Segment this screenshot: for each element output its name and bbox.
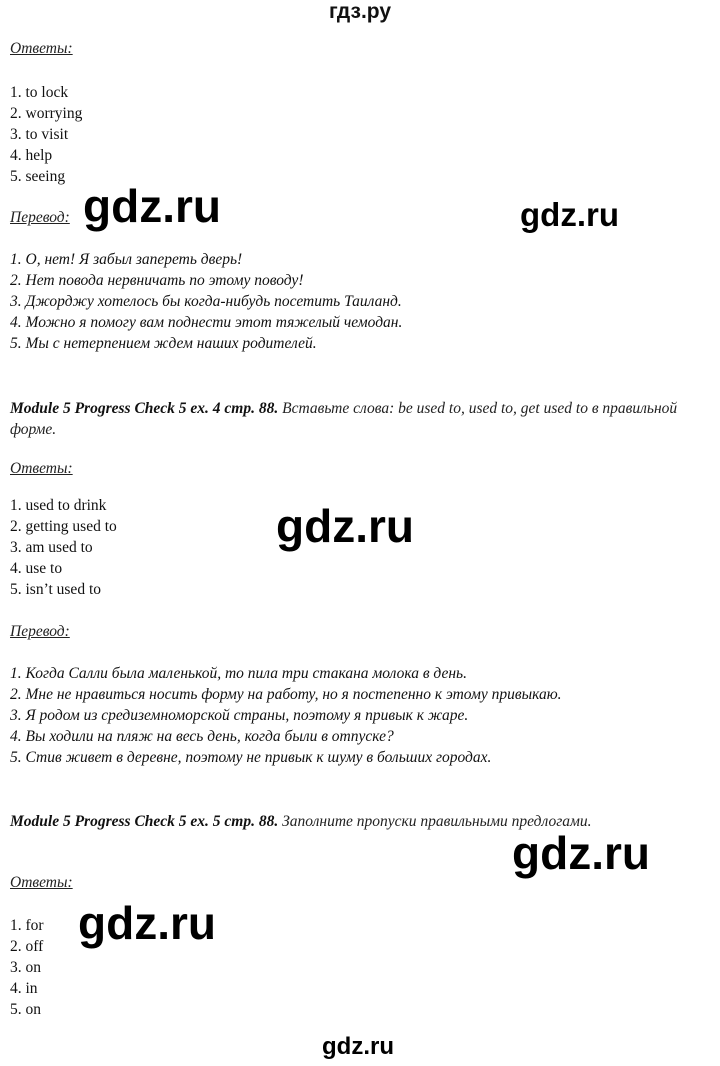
task-title: Module 5 Progress Check 5 ex. 5 стр. 88. (10, 813, 279, 830)
list-item: 4. help (10, 147, 53, 164)
list-item: 3. am used to (10, 539, 93, 556)
list-item: 2. off (10, 938, 44, 955)
list-item: 1. used to drink (10, 497, 107, 514)
answers-list-3 (10, 915, 44, 1020)
answers-list-2 (10, 495, 117, 600)
task-heading-2 (10, 398, 705, 440)
watermark: gdz.ru (78, 897, 216, 949)
list-item: 2. Мне не нравиться носить форму на работу, но я постепенно к этому привыкаю. (10, 686, 562, 703)
list-item: 5. isn’t used to (10, 581, 101, 598)
watermark: gdz.ru (512, 827, 650, 879)
answers-label-2: Ответы: (10, 460, 73, 477)
list-item: 1. О, нет! Я забыл запереть дверь! (10, 251, 243, 268)
list-item: 3. Джорджу хотелось бы когда-нибудь посетить Таиланд. (10, 293, 402, 310)
answers-label-3: Ответы: (10, 874, 73, 891)
list-item: 5. on (10, 1001, 41, 1018)
list-item: 2. getting used to (10, 518, 117, 535)
list-item: 4. Вы ходили на пляж на весь день, когда были в отпуске? (10, 728, 394, 745)
translation-list-1 (10, 249, 402, 354)
answers-label-1: Ответы: (10, 40, 73, 57)
watermark: gdz.ru (83, 180, 221, 232)
site-header[interactable]: гдз.ру (328, 0, 392, 23)
list-item: 3. Я родом из средиземноморской страны, поэтому я привык к жаре. (10, 707, 469, 724)
list-item: 4. Можно я помогу вам поднести этот тяжелый чемодан. (10, 314, 403, 331)
watermark: gdz.ru (322, 1033, 394, 1060)
task-title: Module 5 Progress Check 5 ex. 4 стр. 88. (10, 400, 279, 417)
list-item: 1. to lock (10, 84, 69, 101)
answers-list-1 (10, 82, 82, 187)
task-instruction: Заполните пропуски правильными предлогами. (278, 813, 592, 830)
translation-list-2 (10, 663, 562, 768)
list-item: 5. Мы с нетерпением ждем наших родителей. (10, 335, 317, 352)
translation-label-1: Перевод: (10, 209, 70, 226)
list-item: 5. seeing (10, 168, 66, 185)
watermark: gdz.ru (276, 500, 414, 552)
watermark: gdz.ru (520, 196, 619, 233)
list-item: 2. worrying (10, 105, 83, 122)
list-item: 3. to visit (10, 126, 69, 143)
list-item: 4. in (10, 980, 38, 997)
task-instruction: Вставьте слова: be used to, used to, get used to в правильной форме. (10, 400, 678, 438)
list-item: 4. use to (10, 560, 63, 577)
list-item: 2. Нет повода нервничать по этому поводу! (10, 272, 304, 289)
list-item: 1. Когда Салли была маленькой, то пила три стакана молока в день. (10, 665, 467, 682)
list-item: 5. Стив живет в деревне, поэтому не привык к шуму в больших городах. (10, 749, 492, 766)
translation-label-2: Перевод: (10, 623, 70, 640)
list-item: 1. for (10, 917, 44, 934)
list-item: 3. on (10, 959, 41, 976)
